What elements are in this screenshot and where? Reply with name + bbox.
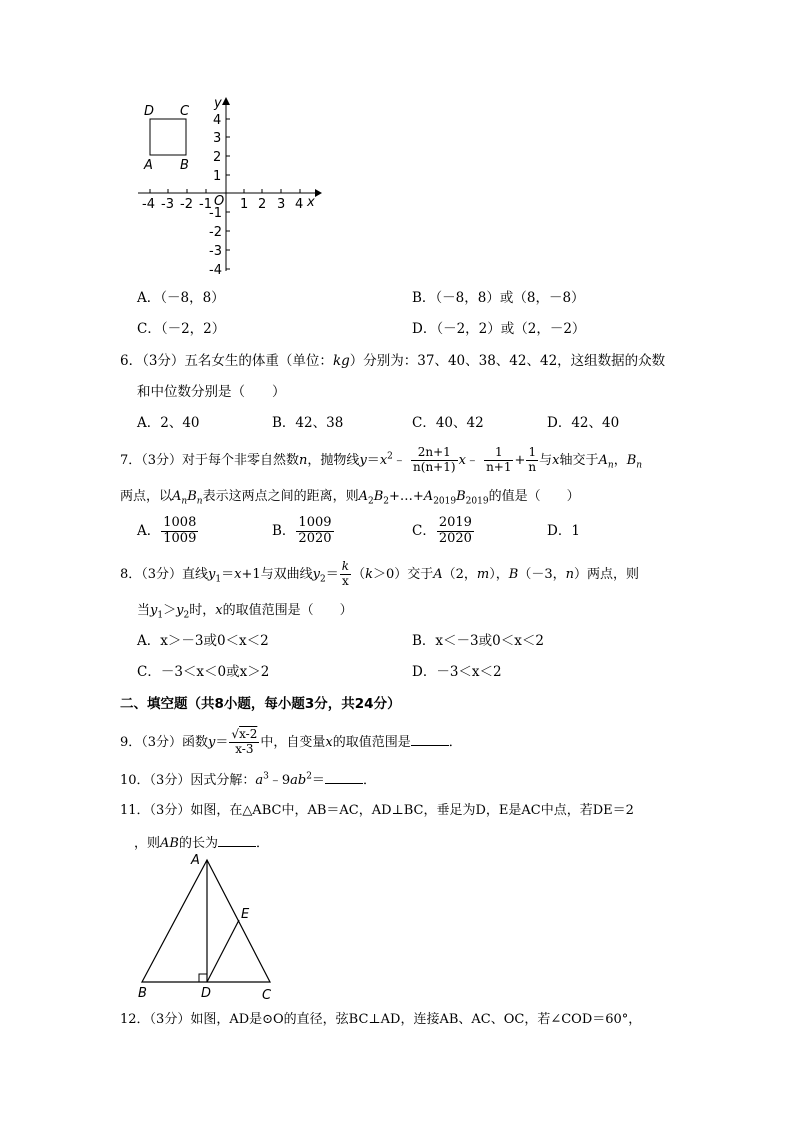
y-tick-label: 4 (213, 113, 222, 128)
q12-stem: 12．（3分）如图，AD是⊙O的直径，弦BC⊥AD，连接AB、AC、OC，若∠COD＝60°， (120, 1012, 642, 1027)
label-B: B (180, 158, 189, 173)
q8-option-d[interactable]: D．－3＜x＜2 (412, 664, 502, 680)
x-tick-label: -1 (199, 197, 212, 212)
y-tick-label: -1 (209, 206, 222, 221)
q7-stem-line2: 两点，以$A_nB_n$表示这两点之间的距离，则$A_2B_2+\dots+A_{2019}B_{2019}$的值是（ ） (120, 489, 580, 507)
q6-option-a[interactable]: A．2、40 (137, 415, 200, 431)
vertex-A: A (191, 853, 200, 868)
section-heading: 二、填空题（共8小题，每小题3分，共24分） (120, 696, 401, 712)
q5-option-a[interactable]: A．（－8，8） (137, 290, 225, 306)
coordinate-figure (130, 93, 330, 278)
y-tick-label: 3 (213, 131, 222, 146)
q10-answer-blank[interactable] (325, 771, 363, 784)
q6-stem-line1: 6．（3分）五名女生的体重（单位：kg）分别为：37、40、38、42、42，这组数据的众数 (120, 353, 666, 369)
q6-option-d[interactable]: D．42、40 (547, 415, 620, 431)
label-A: A (144, 158, 153, 173)
x-tick-label: 1 (240, 197, 249, 212)
origin-label: O (214, 194, 225, 209)
q6-option-b[interactable]: B．42、38 (272, 415, 344, 431)
q5-option-c[interactable]: C．（－2，2） (137, 321, 226, 337)
x-tick-label: 4 (295, 197, 304, 212)
x-tick-label: -2 (180, 197, 193, 212)
axis-x-label: x (307, 195, 315, 210)
label-D: D (144, 104, 155, 119)
q11-answer-blank[interactable] (218, 834, 256, 847)
y-tick-label: 2 (213, 150, 222, 165)
q7-option-b[interactable]: B． $\frac{1009}{2020}$ (272, 515, 332, 546)
q8-option-c[interactable]: C．－3＜x＜0或x＞2 (137, 664, 270, 680)
q8-option-a[interactable]: A．x＞－3或0＜x＜2 (137, 633, 269, 649)
label-C: C (180, 104, 190, 119)
q7-fraction-2: $\frac{1}{n+1}$ (486, 445, 512, 474)
q7-fraction-3: $\frac{1}{n}$ (528, 445, 537, 474)
q7-option-c[interactable]: C． $\frac{2019}{2020}$ (412, 515, 472, 546)
square-abcd (150, 119, 186, 155)
q7-fraction-1: $\frac{2n+1}{n(n+1)}$ (413, 445, 456, 474)
q10-stem: 10．（3分）因式分解：$a^3﹣9ab^2=$ ． (120, 771, 376, 788)
y-tick-label: -2 (209, 225, 222, 240)
y-tick-label: -4 (209, 263, 222, 278)
x-tick-label: 2 (258, 197, 267, 212)
q11-stem-line2: ，则AB的长为 ． (134, 836, 269, 851)
q5-option-d[interactable]: D．（－2，2）或（2，－2） (412, 321, 586, 337)
q8-stem-line1: 8．（3分）直线$y_1=x+1$与双曲线$y_2=$ $\frac{k}{x}$ （k＞0）交于A（2，m），B（－3，n）两点，则 (120, 559, 639, 588)
vertex-E: E (241, 907, 250, 922)
axis-y-label: y (214, 96, 222, 111)
x-tick-label: -4 (142, 197, 155, 212)
q6-option-c[interactable]: C．40、42 (412, 415, 484, 431)
vertex-D: D (201, 986, 212, 1001)
q6-stem-line2: 和中位数分别是（ ） (137, 384, 286, 400)
q8-option-b[interactable]: B．x＜－3或0＜x＜2 (412, 633, 544, 649)
x-tick-label: -3 (161, 197, 174, 212)
vertex-C: C (262, 988, 272, 1002)
q9-answer-blank[interactable] (411, 733, 449, 746)
q7-option-a[interactable]: A． $\frac{1008}{1009}$ (137, 515, 197, 546)
q5-option-b[interactable]: B．（－8，8）或（8，－8） (412, 290, 585, 306)
vertex-B: B (138, 986, 147, 1001)
segment-de (207, 920, 239, 982)
q7-option-d[interactable]: D．1 (547, 523, 580, 539)
q11-stem-line1: 11．（3分）如图，在△ABC中，AB＝AC，AD⊥BC，垂足为D，E是AC中点，若DE＝2 (120, 803, 634, 818)
y-tick-label: -3 (209, 244, 222, 259)
right-angle-mark (199, 974, 207, 982)
q7-stem-line1: 7．（3分）对于每个非零自然数n，抛物线$y=x^2﹣$ $\frac{2n+1}{n(n+1)}$ x﹣ $\frac{1}{n+1}$ + $\frac{1}{n}$ 与x轴交于$A_n$，$B_n$ (120, 445, 643, 474)
q8-stem-line2: 当$y_1>y_2$时，x的取值范围是（ ） (137, 603, 353, 621)
triangle-abc (142, 860, 270, 982)
q9-stem: 9．（3分）函数y＝ $\frac{√x-2}{x-3}$ 中，自变量x的取值范围是 ． (120, 727, 462, 756)
triangle-figure (132, 852, 282, 1002)
y-tick-label: 1 (213, 169, 222, 184)
x-tick-label: 3 (277, 197, 286, 212)
